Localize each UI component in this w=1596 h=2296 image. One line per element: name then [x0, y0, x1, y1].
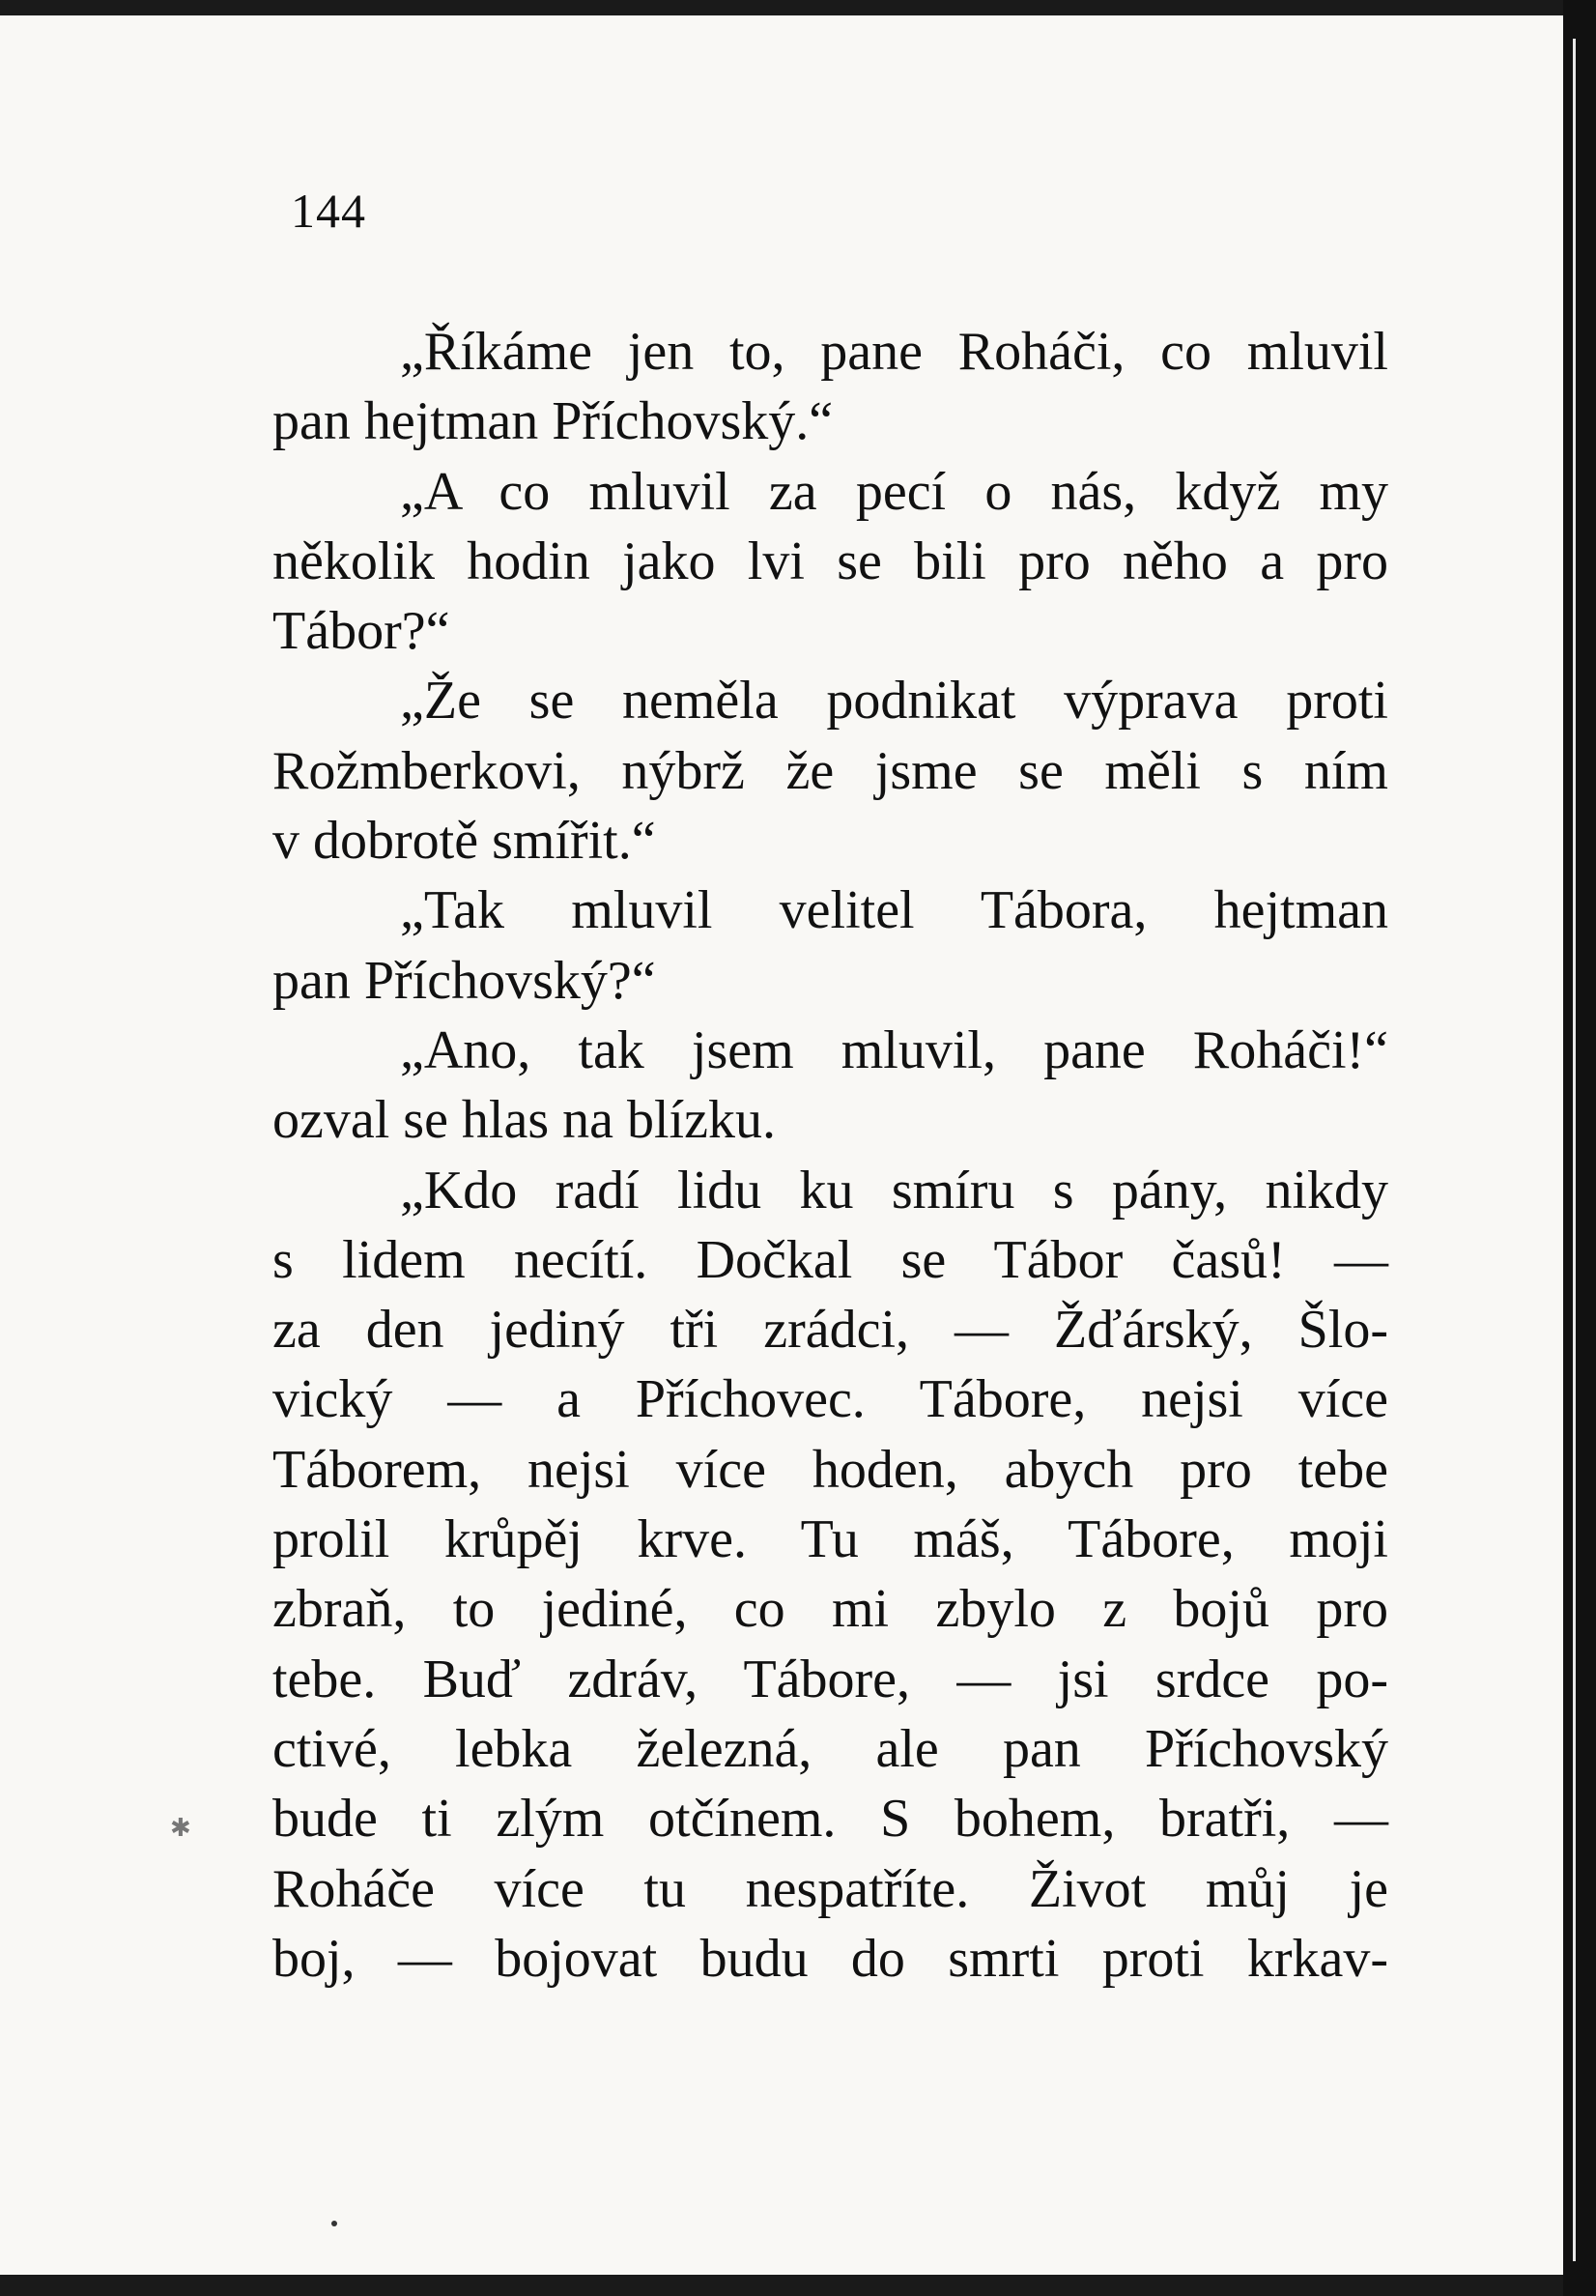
ink-speck-icon: ✱: [170, 1814, 191, 1842]
text-line: Roháče více tu nespatříte. Život můj je: [272, 1858, 1388, 1919]
text-line: pan Příchovský?“: [272, 950, 656, 1011]
ink-dot: [331, 2221, 337, 2226]
text-line: s lidem necítí. Dočkal se Tábor časů! —: [272, 1229, 1388, 1290]
text-line: „Kdo radí lidu ku smíru s pány, nikdy: [400, 1160, 1388, 1220]
text-line: „Tak mluvil velitel Tábora, hejtman: [400, 880, 1388, 941]
text-line: „Ano, tak jsem mluvil, pane Roháči!“: [400, 1019, 1388, 1080]
text-line: Rožmberkovi, nýbrž že jsme se měli s ním: [272, 740, 1388, 801]
text-line: ctivé, lebka železná, ale pan Příchovský: [272, 1718, 1388, 1779]
text-line: „Že se neměla podnikat výprava proti: [400, 671, 1388, 732]
text-line: vický — a Příchovec. Tábore, nejsi více: [272, 1369, 1388, 1430]
body-text: [272, 317, 1388, 1994]
text-line: boj, — bojovat budu do smrti proti krkav-: [272, 1928, 1388, 1989]
text-line: bude ti zlým otčínem. S bohem, bratři, —: [272, 1789, 1388, 1850]
text-line: zbraň, to jediné, co mi zbylo z bojů pro: [272, 1579, 1388, 1640]
text-line: pan hejtman Příchovský.“: [272, 391, 834, 452]
text-line: několik hodin jako lvi se bili pro něho a pro: [272, 531, 1388, 591]
text-line: Tábor?“: [272, 601, 450, 662]
text-line: prolil krůpěj krve. Tu máš, Tábore, moji: [272, 1509, 1388, 1570]
text-line: „Říkáme jen to, pane Roháči, co mluvil: [400, 322, 1388, 382]
page-edge: [1563, 0, 1596, 2296]
page-edge-line: [1573, 39, 1576, 2261]
text-line: tebe. Buď zdráv, Tábore, — jsi srdce po-: [272, 1649, 1388, 1709]
page-number: 144: [291, 184, 366, 238]
text-line: v dobrotě smířit.“: [272, 811, 656, 872]
text-line: ozval se hlas na blízku.: [272, 1090, 776, 1151]
text-line: za den jediný tři zrádci, — Žďárský, Šlo-: [272, 1300, 1388, 1361]
text-line: Táborem, nejsi více hoden, abych pro tebe: [272, 1439, 1388, 1500]
text-line: „A co mluvil za pecí o nás, když my: [400, 461, 1388, 522]
paper-sheet: [0, 15, 1563, 2275]
